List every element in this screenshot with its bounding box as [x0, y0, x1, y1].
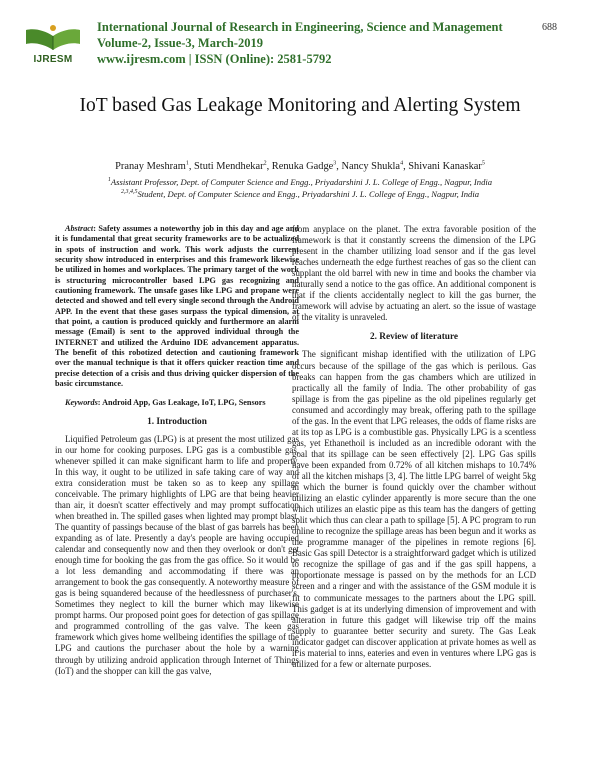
right-column — [292, 224, 536, 670]
affiliation-2: $^{2,3,4,5}$Student, Dept. of Computer Science and Engg., Priyadarshini J. L. College of Engg., Nagpur, India — [120, 189, 480, 199]
abstract — [55, 224, 299, 390]
author-name: Stuti Mendhekar — [194, 161, 264, 172]
keywords-label: Keywords — [65, 397, 98, 407]
abstract-label: Abstract — [65, 224, 94, 233]
page-number: 688 — [542, 22, 557, 33]
page-header — [0, 0, 600, 72]
book-icon — [22, 22, 84, 56]
author-name: Renuka Gadge — [271, 161, 334, 172]
abstract-text: : Safety assumes a noteworthy job in this day and age and it is fundamental that great security frameworks are to be actualized in spots of instruction and work. This work adjusts the current security show introduced in enterprises and this framework likewise be utilized in homes and workplaces. The primary target of the work is structuring microcontroller based LPG gas recognizing and cautioning framework. The unsafe gases like LPG and propane were detected and showed and tell every single second through the Android APP. In the event that these gases surpass the typical dimension, at that point, a caution is produced quickly and furthermore an alarm message (Email) is sent to the approved individual through the INTERNET and utilized the Arduino IDE advancement apparatus. The benefit of this robotized detection and cautioning framework over the manual technique is that it offers quicker reaction time and precise detection of a crisis and thus driving quicker dispersion of the basic circumstance. — [55, 224, 299, 389]
affiliation-1: $^1$Assistant Professor, Dept. of Computer Science and Engg., Priyadarshini J. L. College of Engg., Nagpur, India — [107, 177, 493, 187]
paper-title: IoT based Gas Leakage Monitoring and Alerting System — [79, 95, 521, 116]
author-name: Shivani Kanaskar — [408, 161, 482, 172]
journal-name: International Journal of Research in Engineering, Science and Management — [97, 20, 503, 34]
author-name: Nancy Shukla — [341, 161, 401, 172]
section-heading-literature: 2. Review of literature — [369, 332, 459, 343]
journal-volume: Volume-2, Issue-3, March-2019 — [97, 36, 263, 50]
literature-paragraph: The significant mishap identified with the utilization of LPG occurs because of the spillage of the gas which is perilous. Gas breaks can happen from the gas chambers which are utilized in practically all the family of India. The other probability of gas spillage is from the gas pipeline as the old pipelines regularly get consumed and accordingly may break, offering path to the spillage of the gas. In the event that LPG releases, the odds of flame risks are at its top as LPG is a combustible gas. Physically LPG is a scentless gas, yet Ethanethoil is included as an incredible odorant with the goal that its spillage can be seen effectively [2]. LPG Gas spills have been expanded from 0.72% of all kitchen mishaps to 10.74% of all the kitchen mishaps [3, 4]. The little LPG barrel of weight 5kg in which the burner is found quickly over the chamber without utilizing an elastic cylinder apparently is more secure than the one which utilizes an elastic pipe as this team has the dangers of getting split which thus can clear a path to spillage [5]. A PC program to run online to recognize the spillage areas has been begun and it works as the programme manager of the pipelines in remote regions [6]. Basic Gas spill Detector is a straightforward gadget which is utilized to recognize the spillage of gas and if the gas spill happens, a proportionate message is passed on by the methods for an LCD screen and a ringer and with the assistance of the GSM module it is fit to communicate messages to the partners about the LPG spill. This gadget is at its underlying dimension of improvement and with alteration in future this gadget will likewise trip off the mains supply to guarantee better security and surety. The Gas Leak indicator gadget can discover application at private homes as well as it is material to inns, eateries and even in ventures where LPG gas is utilized for a few or alternate purposes. — [292, 349, 536, 669]
section-heading-introduction: 1. Introduction — [147, 416, 207, 427]
author-name: Pranay Meshram — [115, 161, 186, 172]
introduction-paragraph: Liquified Petroleum gas (LPG) is at present the most utilized gas in our home for cooking purposes. LPG gas is a combustible gas, whenever spilled it can make significant harm to life and property. In this way, it ought to be utilized in safe taking care of way and extra consideration must be taken so as to keep any spillage conceivable. The primary highlights of LPG are that being heavier than air, it doesn't scatter effectively and may prompt suffocation when breathed in. The spilled gases when lighted may prompt blast. The quantity of passings because of the blast of gas barrels has been expanding as of late. Presently a day's people are having occupied calendar and consequently now and then they overlook or don't get enough time for booking the gas from the gas office. So it would be a lot less demanding and accommodating if there was an arrangement to book the gas consequently. A noteworthy measure of gas is being squandered because of the heedlessness of purchaser's. Sometimes they neglect to kill the burner which may likewise prompt harms. Our proposed point goes for detection of gas spillage and programmed controlling of the gas valve. The keen gas framework which gives home wellbeing identifies the spillage of the LPG and cautions the purchaser about the hole by a warning through by utilizing android application through Internet of Things (IoT) and the shopper can kill the gas valve, — [55, 433, 299, 676]
keywords-text: : Android App, Gas Leakage, IoT, LPG, Sensors — [97, 397, 266, 407]
author-list: Pranay Meshram$^1$, Stuti Mendhekar$^2$, Renuka Gadge$^3$, Nancy Shukla$^4$, Shivani Kanaskar$^5$ — [115, 160, 485, 172]
journal-website-issn: www.ijresm.com | ISSN (Online): 2581-5792 — [97, 52, 332, 66]
journal-logo — [22, 22, 84, 66]
keywords — [55, 397, 299, 408]
left-column — [55, 224, 299, 677]
logo-text: IJRESM — [33, 54, 73, 65]
introduction-continued: from anyplace on the planet. The extra favorable position of the framework is that it constantly screens the dimension of the LPG present in the chamber utilizing load sensor and if the gas level reaches underneath the edge furthest reaches of gas so the client can supplant the old barrel with new in time and books the chamber via naturally send a notice to the gas office. An additional component is that if the clients accidentally neglect to kill the gas burner, the framework will advise by actuating an alert. so the issue of wastage of the vitality is unraveled. — [292, 224, 536, 323]
journal-info — [97, 19, 547, 67]
